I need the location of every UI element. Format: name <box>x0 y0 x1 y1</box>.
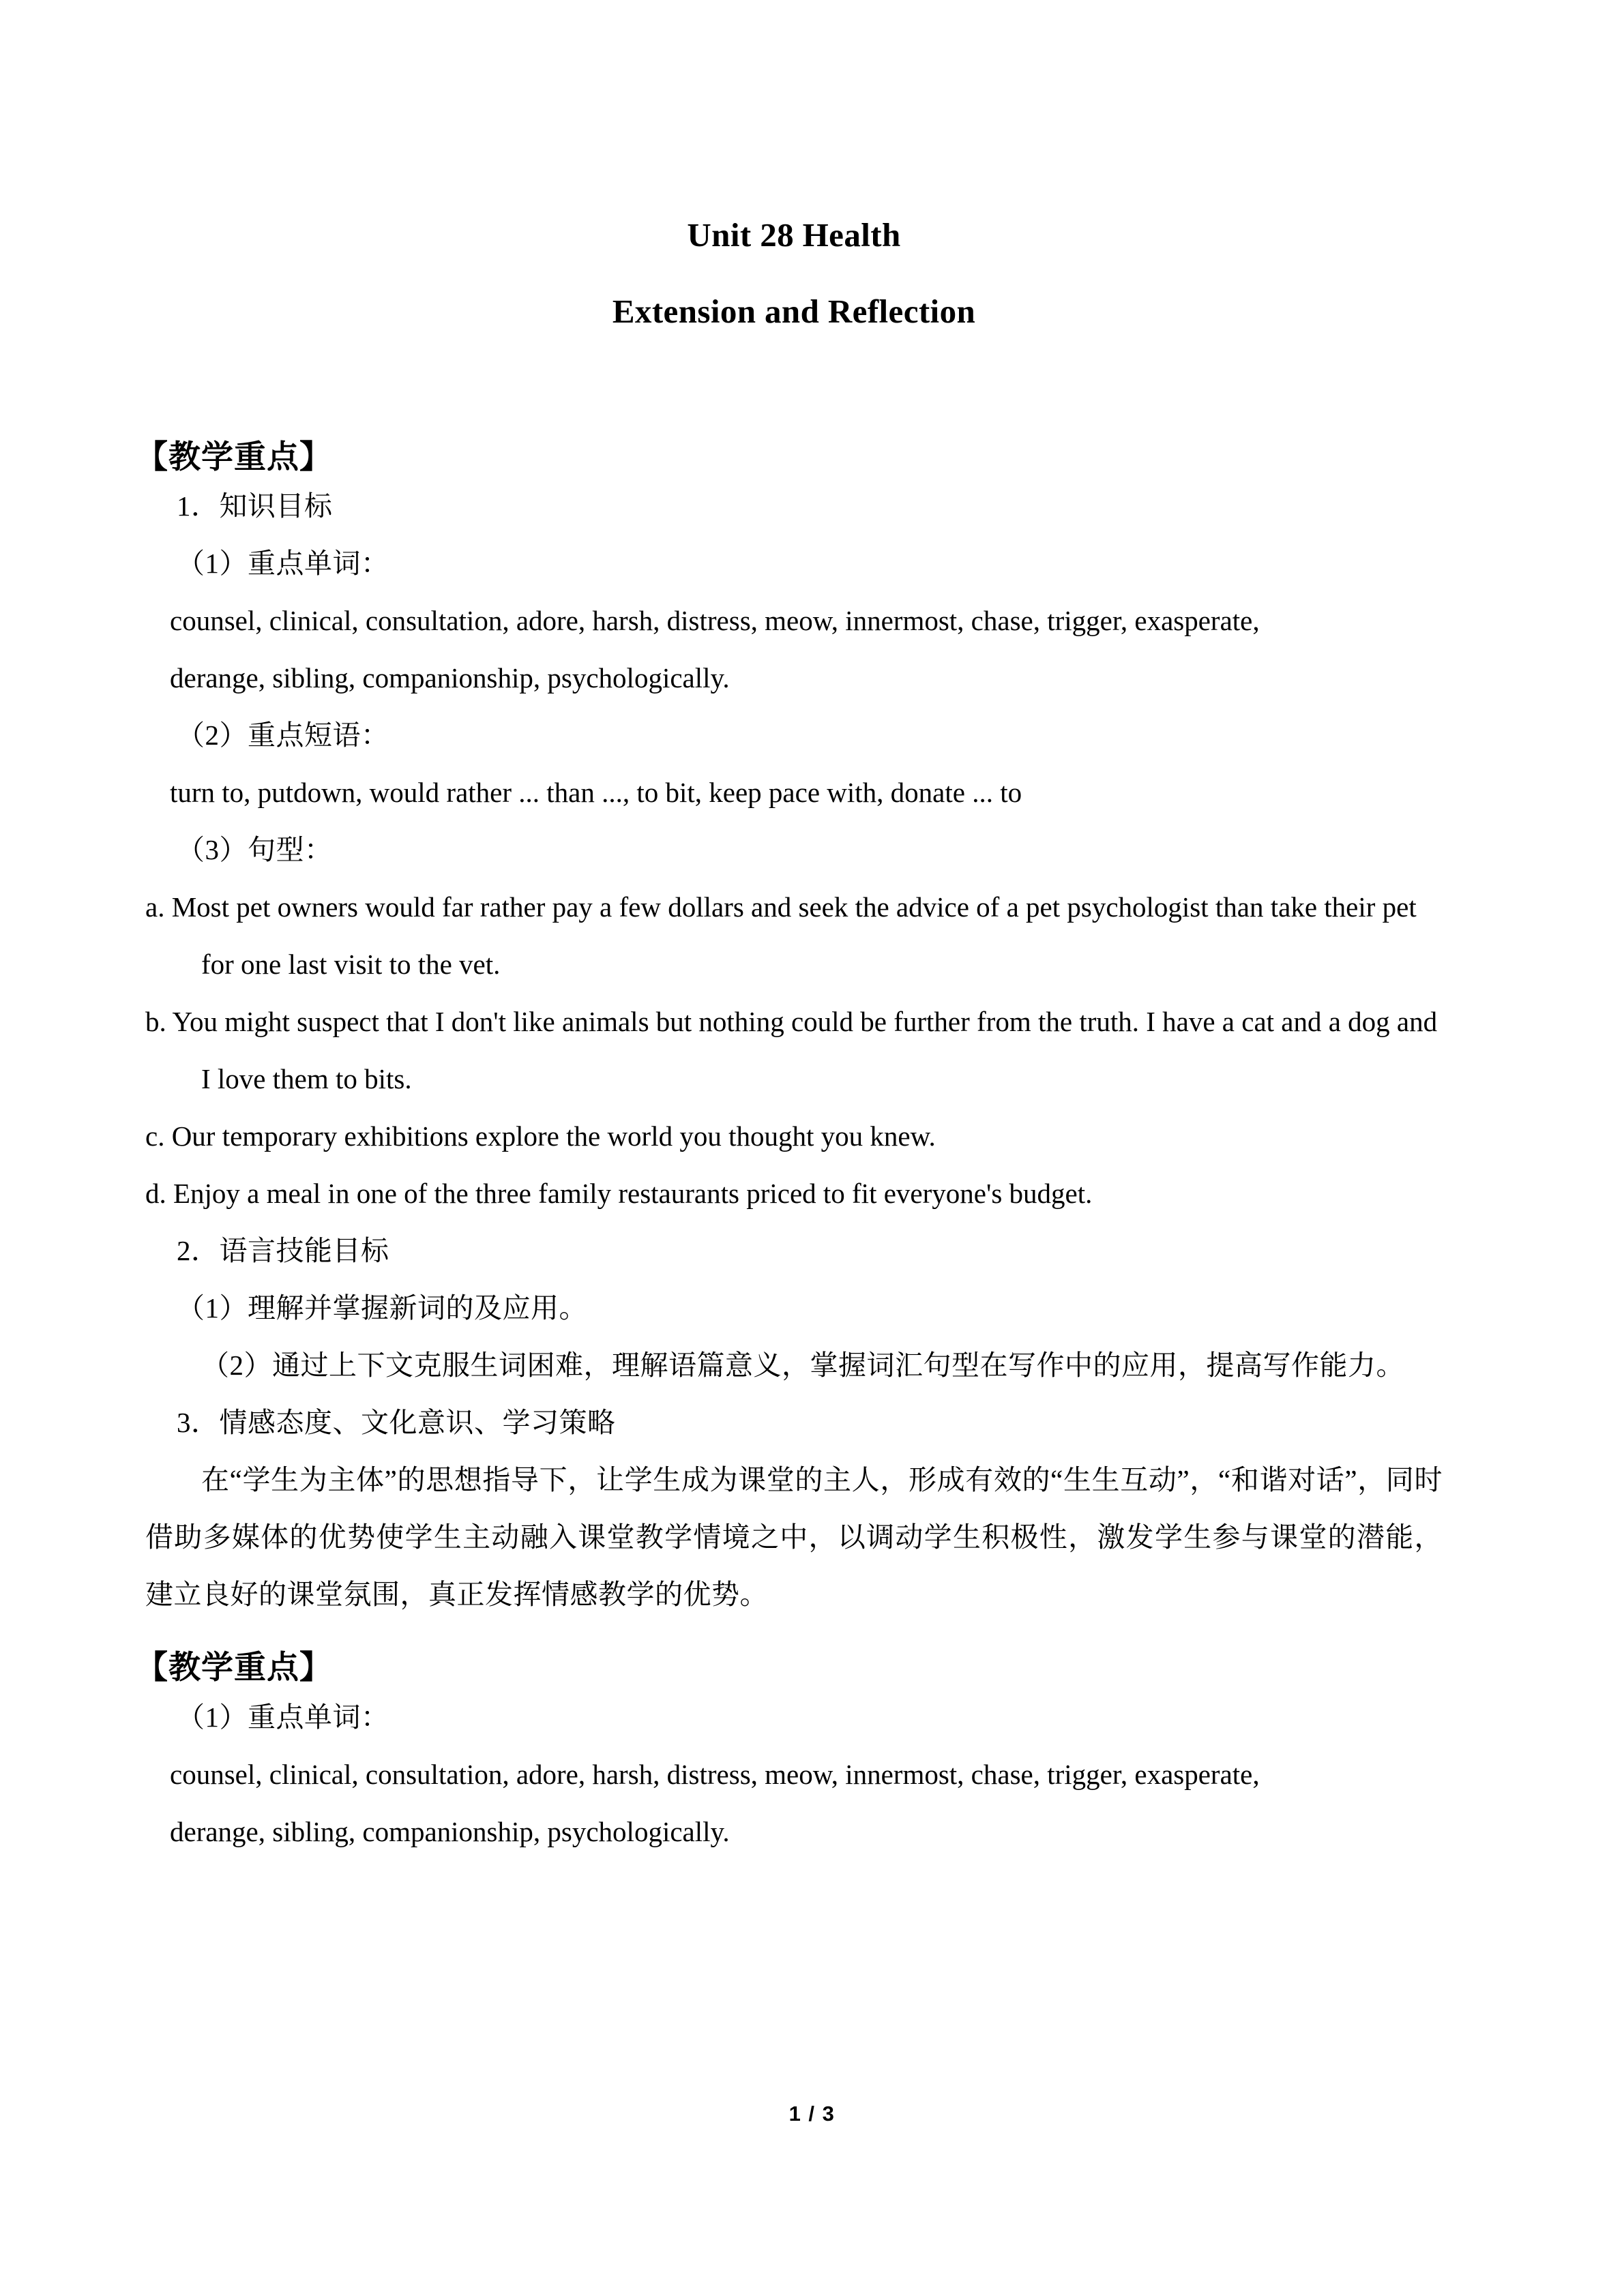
item-label-language-skill-objective: 2．语言技能目标 <box>177 1235 389 1267</box>
vocabulary-line-2-repeat: derange, sibling, companionship, psychologically. <box>170 1815 730 1847</box>
document-content <box>136 0 1443 1860</box>
vocabulary-line-1-repeat: counsel, clinical, consultation, adore, harsh, distress, meow, innermost, chase, trigger, exasperate, <box>170 1758 1260 1790</box>
sentence-pattern-d: d. Enjoy a meal in one of the three family restaurants priced to fit everyone's budget. <box>145 1178 1093 1210</box>
sublabel-key-words: （1）重点单词： <box>177 548 389 580</box>
sentence-pattern-c: c. Our temporary exhibitions explore the world you thought you knew. <box>145 1120 936 1152</box>
document-title-line-2: Extension and Reflection <box>612 293 976 330</box>
document-title-line-1: Unit 28 Health <box>687 216 901 254</box>
sentence-pattern-b: b. You might suspect that I don't like animals but nothing could be further from the truth. I have a cat and a dog and I love them to bits. <box>145 1006 1438 1095</box>
sublabel-key-words-2: （1）重点单词： <box>177 1701 389 1733</box>
language-skill-point-2: （2）通过上下文克服生词困难，理解语篇意义，掌握词汇句型在写作中的应用，提高写作能力。 <box>201 1350 1404 1382</box>
page-number-footer: 1 / 3 <box>788 2102 836 2126</box>
affective-attitude-paragraph: 在“学生为主体”的思想指导下，让学生成为课堂的主人，形成有效的“生生互动”，“和谐对话”，同时借助多媒体的优势使学生主动融入课堂教学情境之中，以调动学生积极性，激发学生参与课堂的潜能，建立良好的课堂氛围，真正发挥情感教学的优势。 <box>145 1464 1443 1611</box>
item-label-affective-attitude: 3．情感态度、文化意识、学习策略 <box>177 1407 616 1439</box>
item-label-knowledge-objective: 1．知识目标 <box>177 490 333 522</box>
vocabulary-line-1: counsel, clinical, consultation, adore, harsh, distress, meow, innermost, chase, trigger, exasperate, <box>170 605 1260 637</box>
sentence-pattern-a: a. Most pet owners would far rather pay a few dollars and seek the advice of a pet psychologist than take their pet for one last visit to the vet. <box>145 891 1417 981</box>
vocabulary-line-2: derange, sibling, companionship, psychologically. <box>170 662 730 694</box>
section-heading-teaching-focus-1: 【教学重点】 <box>136 438 332 475</box>
language-skill-point-1: （1）理解并掌握新词的及应用。 <box>177 1292 587 1324</box>
key-phrases-line: turn to, putdown, would rather ... than ..., to bit, keep pace with, donate ... to <box>170 777 1022 809</box>
sublabel-key-phrases: （2）重点短语： <box>177 719 389 751</box>
section-heading-teaching-focus-2: 【教学重点】 <box>136 1649 332 1686</box>
sublabel-sentence-patterns: （3）句型： <box>177 834 333 866</box>
